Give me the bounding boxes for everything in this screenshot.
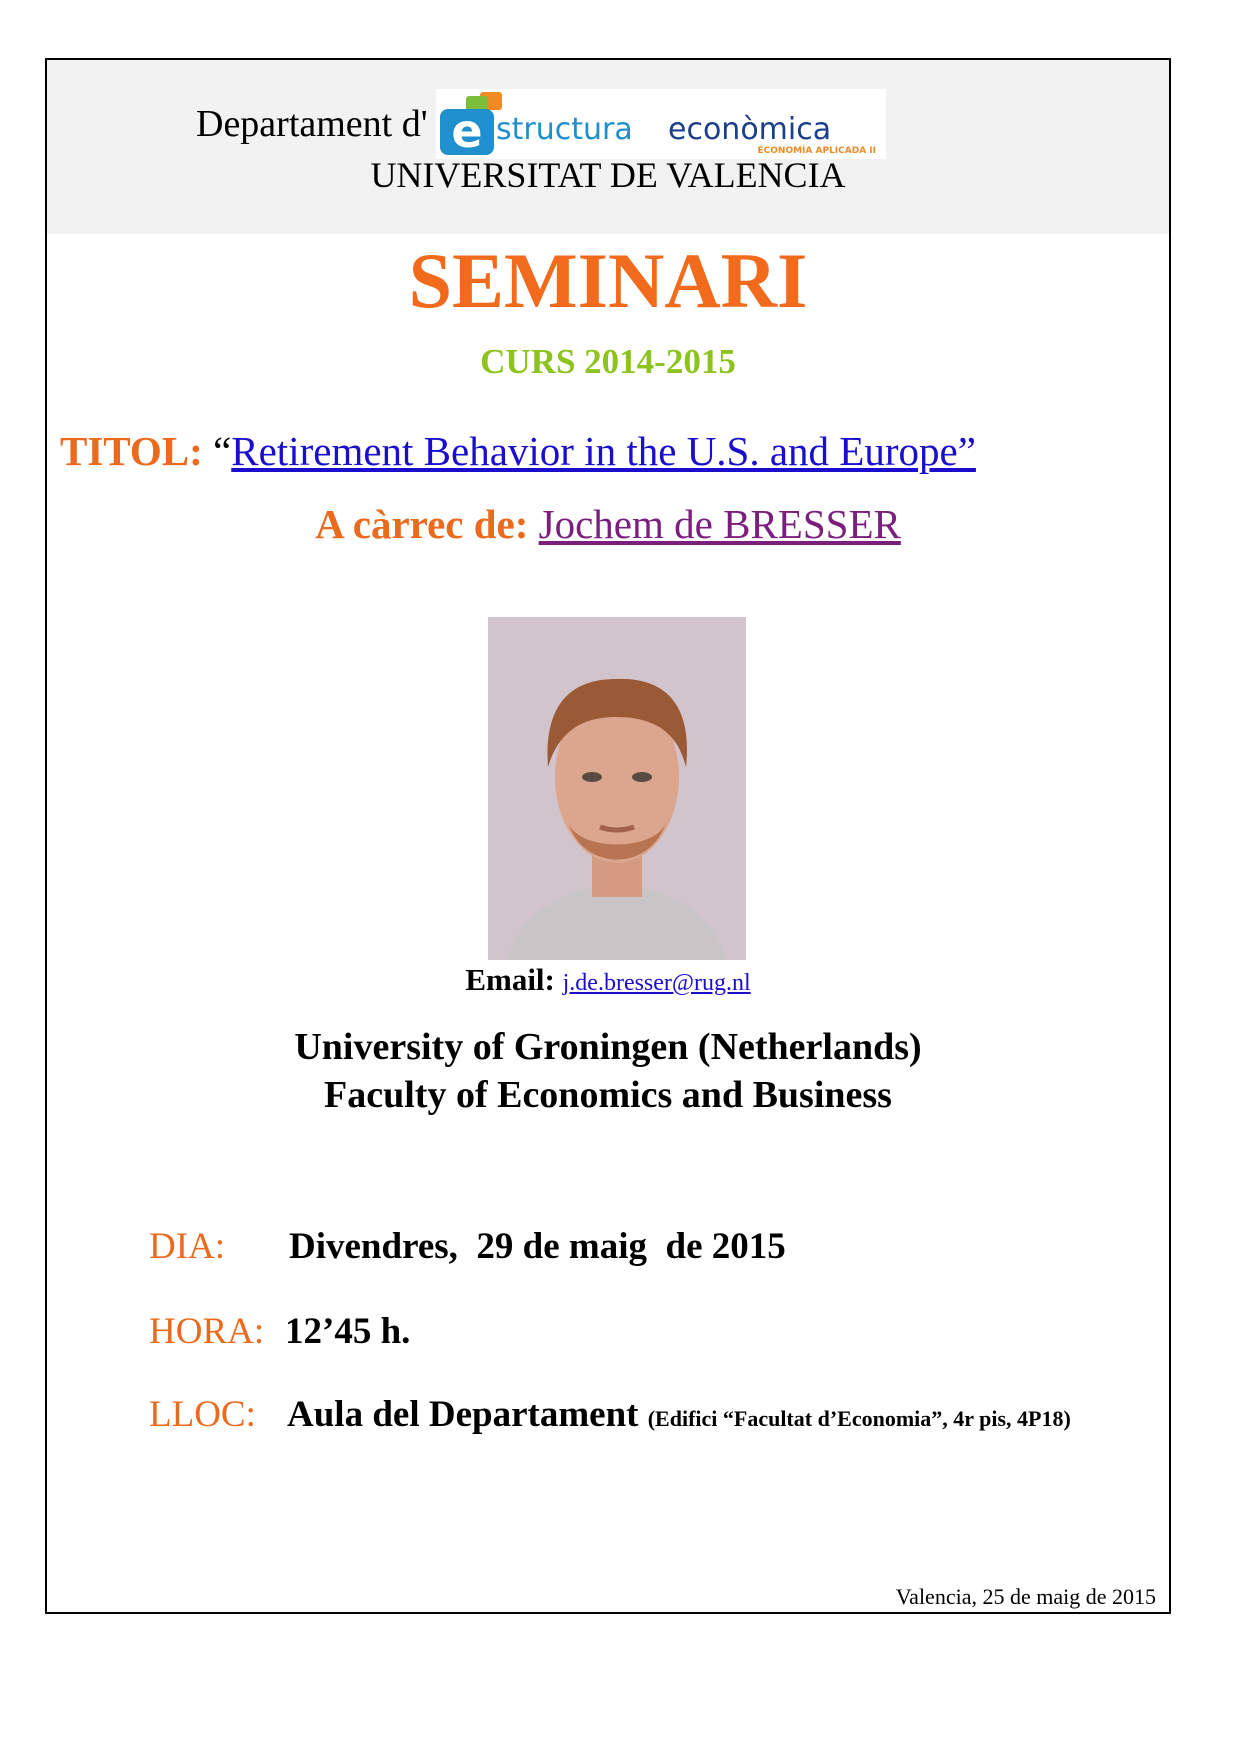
time-label: HORA: — [149, 1311, 265, 1352]
speaker-label: A càrrec de: — [315, 501, 529, 547]
affiliation-university: University of Groningen (Netherlands) — [294, 1026, 922, 1068]
place-row — [149, 1393, 1071, 1436]
day-value: Divendres, 29 de maig de 2015 — [289, 1226, 786, 1267]
speaker-line — [47, 500, 1169, 548]
university-name: UNIVERSITAT DE VALENCIA — [370, 155, 846, 195]
email-label: Email: — [465, 962, 555, 997]
time-row — [149, 1310, 410, 1353]
title-open-quote: “ — [213, 428, 232, 474]
department-logo — [436, 89, 886, 159]
place-label: LLOC: — [149, 1394, 256, 1435]
affiliation — [47, 1023, 1169, 1119]
title-line — [60, 427, 976, 475]
department-prefix: Departament d' — [196, 103, 428, 145]
title-label: TITOL: — [60, 428, 203, 474]
affiliation-faculty: Faculty of Economics and Business — [324, 1074, 892, 1116]
logo-subtitle: ECONOMÍA APLICADA II — [757, 146, 876, 156]
email-line — [47, 962, 1169, 998]
email-link[interactable]: j.de.bresser@rug.nl — [562, 970, 751, 996]
logo-word-structura: structura — [495, 112, 633, 147]
speaker-photo — [488, 617, 746, 960]
poster-frame — [45, 58, 1171, 1614]
right-eye — [632, 772, 652, 782]
logo-word-economica: econòmica — [667, 112, 831, 147]
logo-letter: e — [450, 104, 483, 158]
day-label: DIA: — [149, 1226, 226, 1267]
speaker-link[interactable]: Jochem de BRESSER — [538, 501, 901, 547]
time-value: 12’45 h. — [285, 1311, 411, 1352]
day-row — [149, 1225, 786, 1268]
department-line — [196, 88, 886, 160]
header-band — [47, 60, 1169, 234]
place-value: Aula del Departament — [287, 1394, 639, 1435]
course-year: CURS 2014-2015 — [480, 342, 736, 381]
place-note: (Edifici “Facultat d’Economia”, 4r pis, 4P18) — [647, 1406, 1071, 1431]
footer-date: Valencia, 25 de maig de 2015 — [895, 1584, 1156, 1609]
title-link[interactable]: Retirement Behavior in the U.S. and Europe” — [231, 428, 976, 474]
seminar-heading: SEMINARI — [408, 237, 808, 324]
left-eye — [582, 772, 602, 782]
